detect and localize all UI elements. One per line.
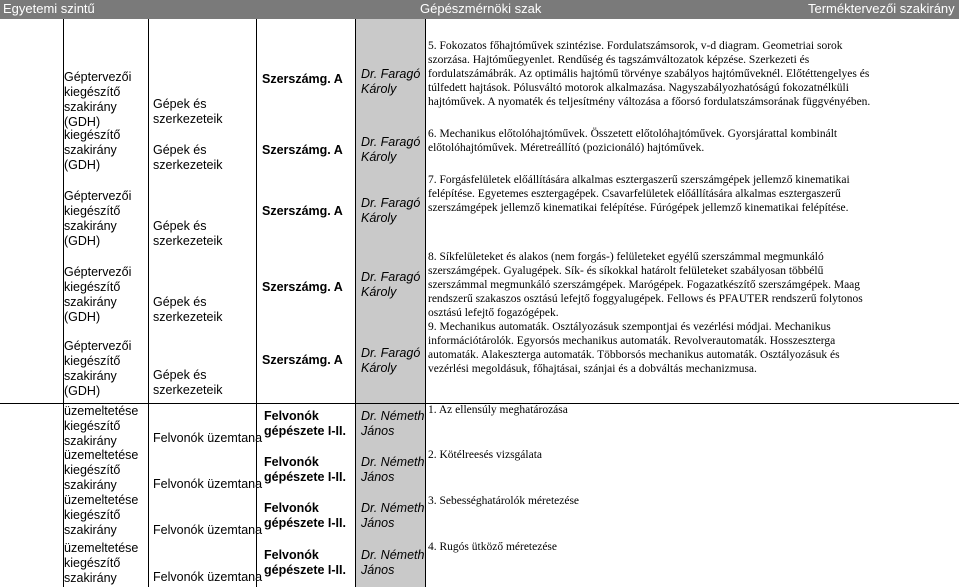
table-cell-course: Felvonók gépészete I-II. [264,455,346,484]
table-cell-subject: Felvonók üzemtana [153,431,263,445]
header-left-label: Egyetemi szintű [3,1,95,16]
table-cell-subject: Felvonók üzemtana [153,570,263,584]
table-cell-subject: Gépek és szerkezeteik [153,219,223,248]
column-divider [355,19,356,587]
table-cell-lecturer: Dr. Németh János [361,455,425,484]
description-text: 8. Síkfelületeket és alakos (nem forgás-) felületeket egyélű szerszámmal megmunkáló szerszámgépek. Gyalugépek. Sík- és síkokkal határolt felületeket szabályosan többélű szerszámmal megmunkáló szerszámgépek. Marógépek. Fogazatkészítő szerszámgépek. Maag rendszerű szakaszos osztású lefejtő foggyalugépek. Fellows és PFAUTER rendszerű folytonos osztású lefejtő fogazógépek. 9. Mechanikus automaták. Osztályozásuk szempontjai és vezérlési módjai. Mechanikus információtárolók. Egyorsós mechanikus automaták. Revolverautomaták. Hosszesztergа automaták. Alakesztergа automaták. Többorsós mechanikus automaták. Osztályozásuk és vezérlési megoldásuk, főhajtásai, szánjai és a dobváltás mechanizmusa. [428,251,863,375]
table-cell-course: Szerszámg. A [262,72,343,86]
table-cell-lecturer: Dr. Németh János [361,548,425,577]
table-cell-subject: Gépek és szerkezeteik [153,368,223,397]
table-cell-subject: Gépek és szerkezeteik [153,143,223,172]
table-cell-course: Felvonók gépészete I-II. [264,548,346,577]
table-cell-lecturer: Dr. Németh János [361,409,425,438]
description-text: 3. Sebességhatárolók méretezése [428,495,580,507]
table-cell-specialization: üzemeltetése kiegészítő szakirány [64,448,139,492]
table-cell-specialization: Géptervezői kiegészítő szakirány (GDH) [64,70,132,129]
table-cell-specialization: üzemeltetése kiegészítő szakirány [64,541,139,585]
table-cell-course: Szerszámg. A [262,353,343,367]
page-header [0,0,959,19]
table-cell-subject: Felvonók üzemtana [153,477,263,491]
header-right-label: Terméktervezői szakirány [808,1,955,16]
table-cell-lecturer: Dr. Faragó Károly [361,270,421,299]
table-cell-subject: Gépek és szerkezeteik [153,295,223,324]
table-cell-specialization: üzemeltetése kiegészítő szakirány [64,404,139,448]
header-center-label: Gépészmérnöki szak [420,1,542,16]
table-cell-course: Szerszámg. A [262,204,343,218]
table-cell-subject: Gépek és szerkezeteik [153,97,223,126]
table-cell-lecturer: Dr. Faragó Károly [361,135,421,164]
table-cell-specialization: Géptervezői kiegészítő szakirány (GDH) [64,189,132,248]
description-text: 7. Forgásfelületek előállítására alkalmas esztergaszerű szerszámgépek jellemző kinematikai felépítése. Egyetemes esztergagépek. Csavarfelületek előállítására alkalmas esztergaszerű szerszámgépek jellemző kinematikai felépítése. Fúrógépek jellemző kinematikai felépítése. [428,174,850,214]
description-text: 1. Az ellensúly meghatározása [428,404,568,416]
description-text: 2. Kötélreesés vizsgálata [428,449,542,461]
table-cell-lecturer: Dr. Faragó Károly [361,196,421,225]
description-text: 5. Fokozatos főhajtóművek szintézise. Fordulatszámsorok, v-d diagram. Geometriai sorok szorzása. Hajtóműegyenlet. Rendűség és tagszámváltozatok képzése. Szerkezeti és fordulatszámábrák. Az optimális hajtómű törvénye szabályos hajtóműveknél. Előtéttengelyes és túlfedett hajtások. Pólusváltó motorok alkalmazása. Nagyszabályozhatóságú fokozatnélküli hajtóművek. A nyomaték és teljesítmény változása a főorsó fordulatszámsorának függvényében. [428,40,871,108]
table-cell-lecturer: Dr. Németh János [361,501,425,530]
column-divider [425,19,426,587]
table-cell-course: Szerszámg. A [262,143,343,157]
table-cell-course: Felvonók gépészete I-II. [264,501,346,530]
table-cell-course: Szerszámg. A [262,280,343,294]
table-cell-lecturer: Dr. Faragó Károly [361,346,421,375]
table-cell-specialization: kiegészítő szakirány (GDH) [64,128,121,172]
table-cell-specialization: Géptervezői kiegészítő szakirány (GDH) [64,339,132,398]
description-text: 6. Mechanikus előtolóhajtóművek. Összetett előtolóhajtóművek. Gyorsjárattal kombinált előtolóhajtóművek. Méretreállító (pozicionáló) hajtóművek. [428,128,838,154]
table-cell-lecturer: Dr. Faragó Károly [361,67,421,96]
column-divider [256,19,257,587]
table-cell-specialization: üzemeltetése kiegészítő szakirány [64,493,139,537]
column-divider [148,19,149,587]
table-cell-course: Felvonók gépészete I-II. [264,409,346,438]
table-cell-specialization: Géptervezői kiegészítő szakirány (GDH) [64,265,132,324]
description-text: 4. Rugós ütköző méretezése [428,541,558,553]
table-cell-subject: Felvonók üzemtana [153,523,263,537]
